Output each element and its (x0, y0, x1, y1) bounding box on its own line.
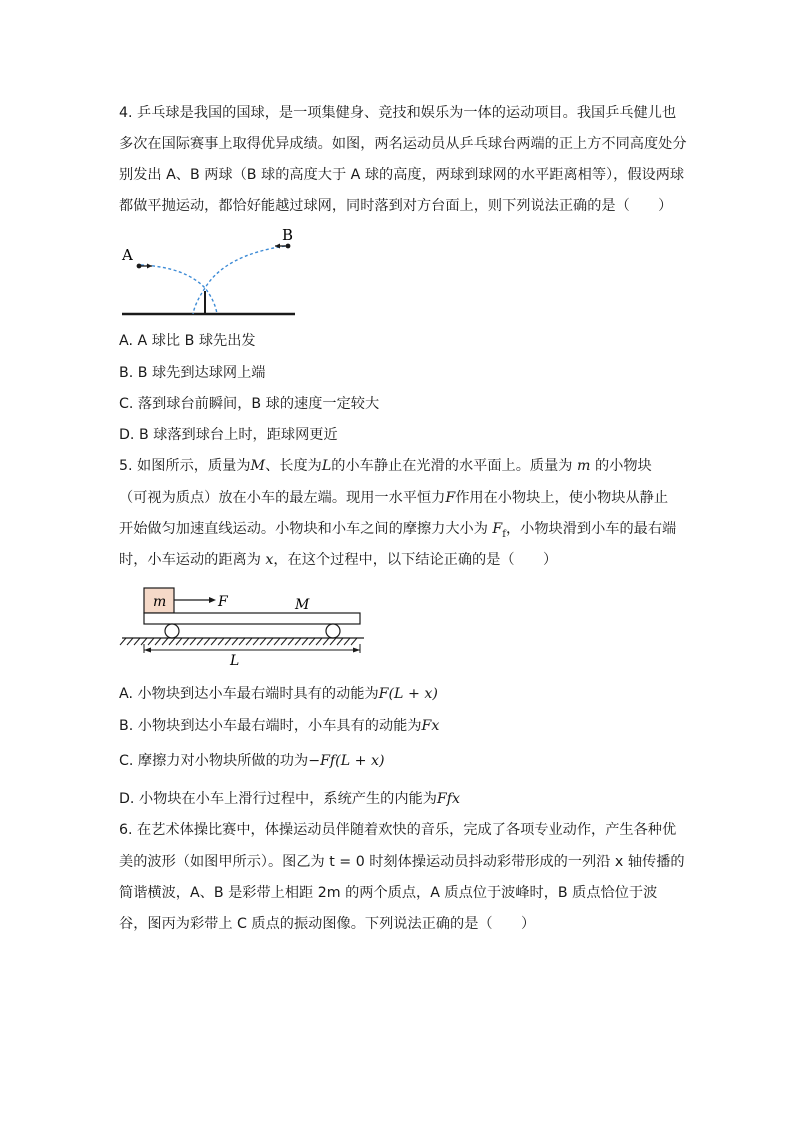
cart-m (144, 613, 360, 624)
ground-hatch (197, 638, 203, 645)
ground-hatch (253, 638, 259, 645)
q4-line-2: 多次在国际赛事上取得优异成绩。如图，两名运动员从乒乓球台两端的正上方不同高度处分 (119, 136, 687, 152)
table-tennis-figure (115, 225, 305, 325)
q5-line-2: （可视为质点）放在小车的最左端。现用一水平恒力F作用在小物块上，使小物块从静止 (119, 490, 669, 506)
ground-hatch (330, 638, 336, 645)
q6-line-1: 6. 在艺术体操比赛中，体操运动员伴随着欢快的音乐，完成了各项专业动作，产生各种优 (119, 822, 677, 838)
q5-option-d: D. 小物块在小车上滑行过程中，系统产生的内能为Ffx (119, 791, 460, 807)
block-label: m (153, 594, 167, 610)
cart-label: M (295, 597, 310, 613)
ground-hatch (134, 638, 140, 645)
ground-hatch (148, 638, 154, 645)
q4-line-1: 4. 乒乓球是我国的国球，是一项集健身、竞技和娱乐为一体的运动项目。我国乒乓健儿也 (119, 105, 677, 121)
ground-hatch (169, 638, 175, 645)
ground-hatch (302, 638, 308, 645)
ground-hatch (260, 638, 266, 645)
q4-line-3: 别发出 A、B 两球（B 球的高度大于 A 球的高度，两球到球网的水平距离相等），假设两球 (119, 167, 685, 183)
ground-hatch (225, 638, 231, 645)
ground-hatch (120, 638, 126, 645)
cart-figure (118, 585, 368, 670)
ground-hatch (267, 638, 273, 645)
ground-hatch (155, 638, 161, 645)
label-a: A (122, 246, 133, 264)
q4-option-d: D. B 球落到球台上时，距球网更近 (119, 427, 338, 443)
q6-line-4: 谷，图丙为彩带上 C 质点的振动图像。下列说法正确的是（ ） (119, 916, 536, 932)
q5-option-a: A. 小物块到达小车最右端时具有的动能为F(L + x) (119, 686, 438, 702)
q5-line-3: 开始做匀加速直线运动。小物块和小车之间的摩擦力大小为 $F_f$，小物块滑到小车的最右端 (119, 521, 677, 540)
ground-hatch (295, 638, 301, 645)
ground-hatch (211, 638, 217, 645)
ground-hatch (218, 638, 224, 645)
q5-option-b: B. 小物块到达小车最右端时，小车具有的动能为Fx (119, 718, 440, 734)
ground-hatch (288, 638, 294, 645)
ground-hatch (323, 638, 329, 645)
q5-line-4: 时，小车运动的距离为 x，在这个过程中，以下结论正确的是（ ） (119, 552, 558, 568)
ground-hatch (127, 638, 133, 645)
q6-line-2: 美的波形（如图甲所示）。图乙为 t = 0 时刻体操运动员抖动彩带形成的一列沿 x 轴传播的 (119, 854, 685, 870)
ground-hatch (281, 638, 287, 645)
q5-line-1: 5. 如图所示，质量为M、长度为L的小车静止在光滑的水平面上。质量为 m 的小物块 (119, 458, 652, 474)
force-label: F (218, 594, 228, 610)
ground-hatch (337, 638, 343, 645)
ground-hatch (190, 638, 196, 645)
ground-hatch (274, 638, 280, 645)
ground-hatch (141, 638, 147, 645)
ground-hatch (232, 638, 238, 645)
ground-hatch (309, 638, 315, 645)
ground-hatch (344, 638, 350, 645)
ground-hatch (239, 638, 245, 645)
ground-hatch (204, 638, 210, 645)
q5-option-c: C. 摩擦力对小物块所做的功为−Ff(L + x) (119, 753, 385, 769)
ground-hatch (246, 638, 252, 645)
q6-line-3: 简谐横波，A、B 是彩带上相距 2m 的两个质点，A 质点位于波峰时，B 质点恰位于波 (119, 885, 658, 901)
ground-hatch (183, 638, 189, 645)
label-b: B (282, 226, 294, 244)
q4-option-b: B. B 球先到达球网上端 (119, 365, 266, 381)
ground-hatch (351, 638, 357, 645)
q4-option-c: C. 落到球台前瞬间，B 球的速度一定较大 (119, 396, 380, 412)
length-label: L (230, 653, 240, 669)
ground-hatch (162, 638, 168, 645)
q4-line-4: 都做平抛运动，都恰好能越过球网，同时落到对方台面上，则下列说法正确的是（ ） (119, 198, 673, 214)
ground-hatch (176, 638, 182, 645)
q4-option-a: A. A 球比 B 球先出发 (119, 333, 256, 349)
ground-hatch (316, 638, 322, 645)
